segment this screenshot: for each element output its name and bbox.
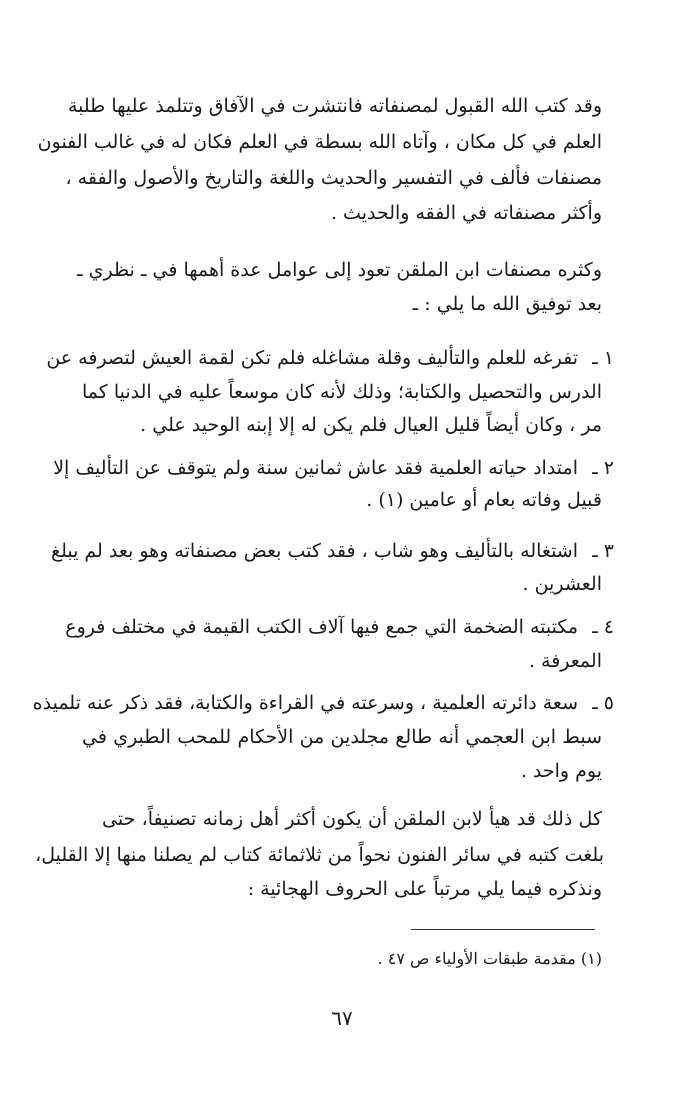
paragraph3-line3: ونذكره فيما يلي مرتباً على الحروف الهجائية : (247, 878, 602, 900)
paragraph1-line3: مصنفات فألف في التفسير والحديث واللغة والتاريخ والأصول والفقه ، (65, 167, 602, 189)
list-item-line: مر ، وكان أيضاً قليل العيال فلم يكن له إلا إبنه الوحيد علي . (140, 414, 602, 436)
list-item-line: الدرس والتحصيل والكتابة؛ وذلك لأنه كان موسعاً عليه في الدنيا كما (82, 381, 602, 403)
list-item-line: اشتغاله بالتأليف وهو شاب ، فقد كتب بعض مصنفاته وهو بعد لم يبلغ (50, 540, 578, 562)
list-item-line: مكتبته الضخمة التي جمع فيها آلاف الكتب القيمة في مختلف فروع (65, 616, 578, 638)
list-item-line: تفرغه للعلم والتأليف وقلة مشاغله فلم تكن لقمة العيش لتصرفه عن (46, 347, 578, 369)
list-item-number: ٢ ـ (592, 457, 614, 479)
paragraph3-line2: بلغت كتبه في سائر الفنون نحواً من ثلاثمائة كتاب لم يصلنا منها إلا القليل، (35, 844, 604, 866)
list-item-line: سعة دائرته العلمية ، وسرعته في القراءة والكتابة، فقد ذكر عنه تلميذه (32, 692, 578, 714)
page-number: ٦٧ (331, 1006, 353, 1030)
list-item-line: يوم واحد . (520, 760, 602, 782)
list-item-line: قبيل وفاته بعام أو عامين (١) . (366, 489, 602, 511)
list-item-number: ٥ ـ (592, 692, 614, 714)
footnote-divider (411, 929, 595, 930)
list-item-number: ٤ ـ (592, 616, 614, 638)
paragraph2-line1: وكثره مصنفات ابن الملقن تعود إلى عوامل عدة أهمها في ـ نظري ـ (77, 259, 602, 281)
footnote: (١) مقدمة طبقات الأولياء ص ٤٧ . (377, 949, 602, 968)
paragraph2-line2: بعد توفيق الله ما يلي : ـ (412, 293, 602, 315)
paragraph3-line1: كل ذلك قد هيأ لابن الملقن أن يكون أكثر أهل زمانه تصنيفاً، حتى (102, 808, 602, 830)
list-item-line: العشرين . (522, 573, 602, 595)
list-item-number: ٣ ـ (592, 540, 614, 562)
paragraph1-line4: وأكثر مصنفاته في الفقه والحديث . (330, 202, 602, 224)
paragraph1-line1: وقد كتب الله القبول لمصنفاته فانتشرت في الآفاق وتتلمذ عليها طلبة (67, 95, 602, 117)
paragraph1-line2: العلم في كل مكان ، وآتاه الله بسطة في العلم فكان له في غالب الفنون (37, 131, 602, 153)
list-item-line: امتداد حياته العلمية فقد عاش ثمانين سنة ولم يتوقف عن التأليف إلا (53, 457, 578, 479)
list-item-number: ١ ـ (592, 347, 614, 369)
list-item-line: المعرفة . (528, 650, 602, 672)
list-item-line: سبط ابن العجمي أنه طالع مجلدين من الأحكام للمحب الطبري في (82, 726, 602, 748)
